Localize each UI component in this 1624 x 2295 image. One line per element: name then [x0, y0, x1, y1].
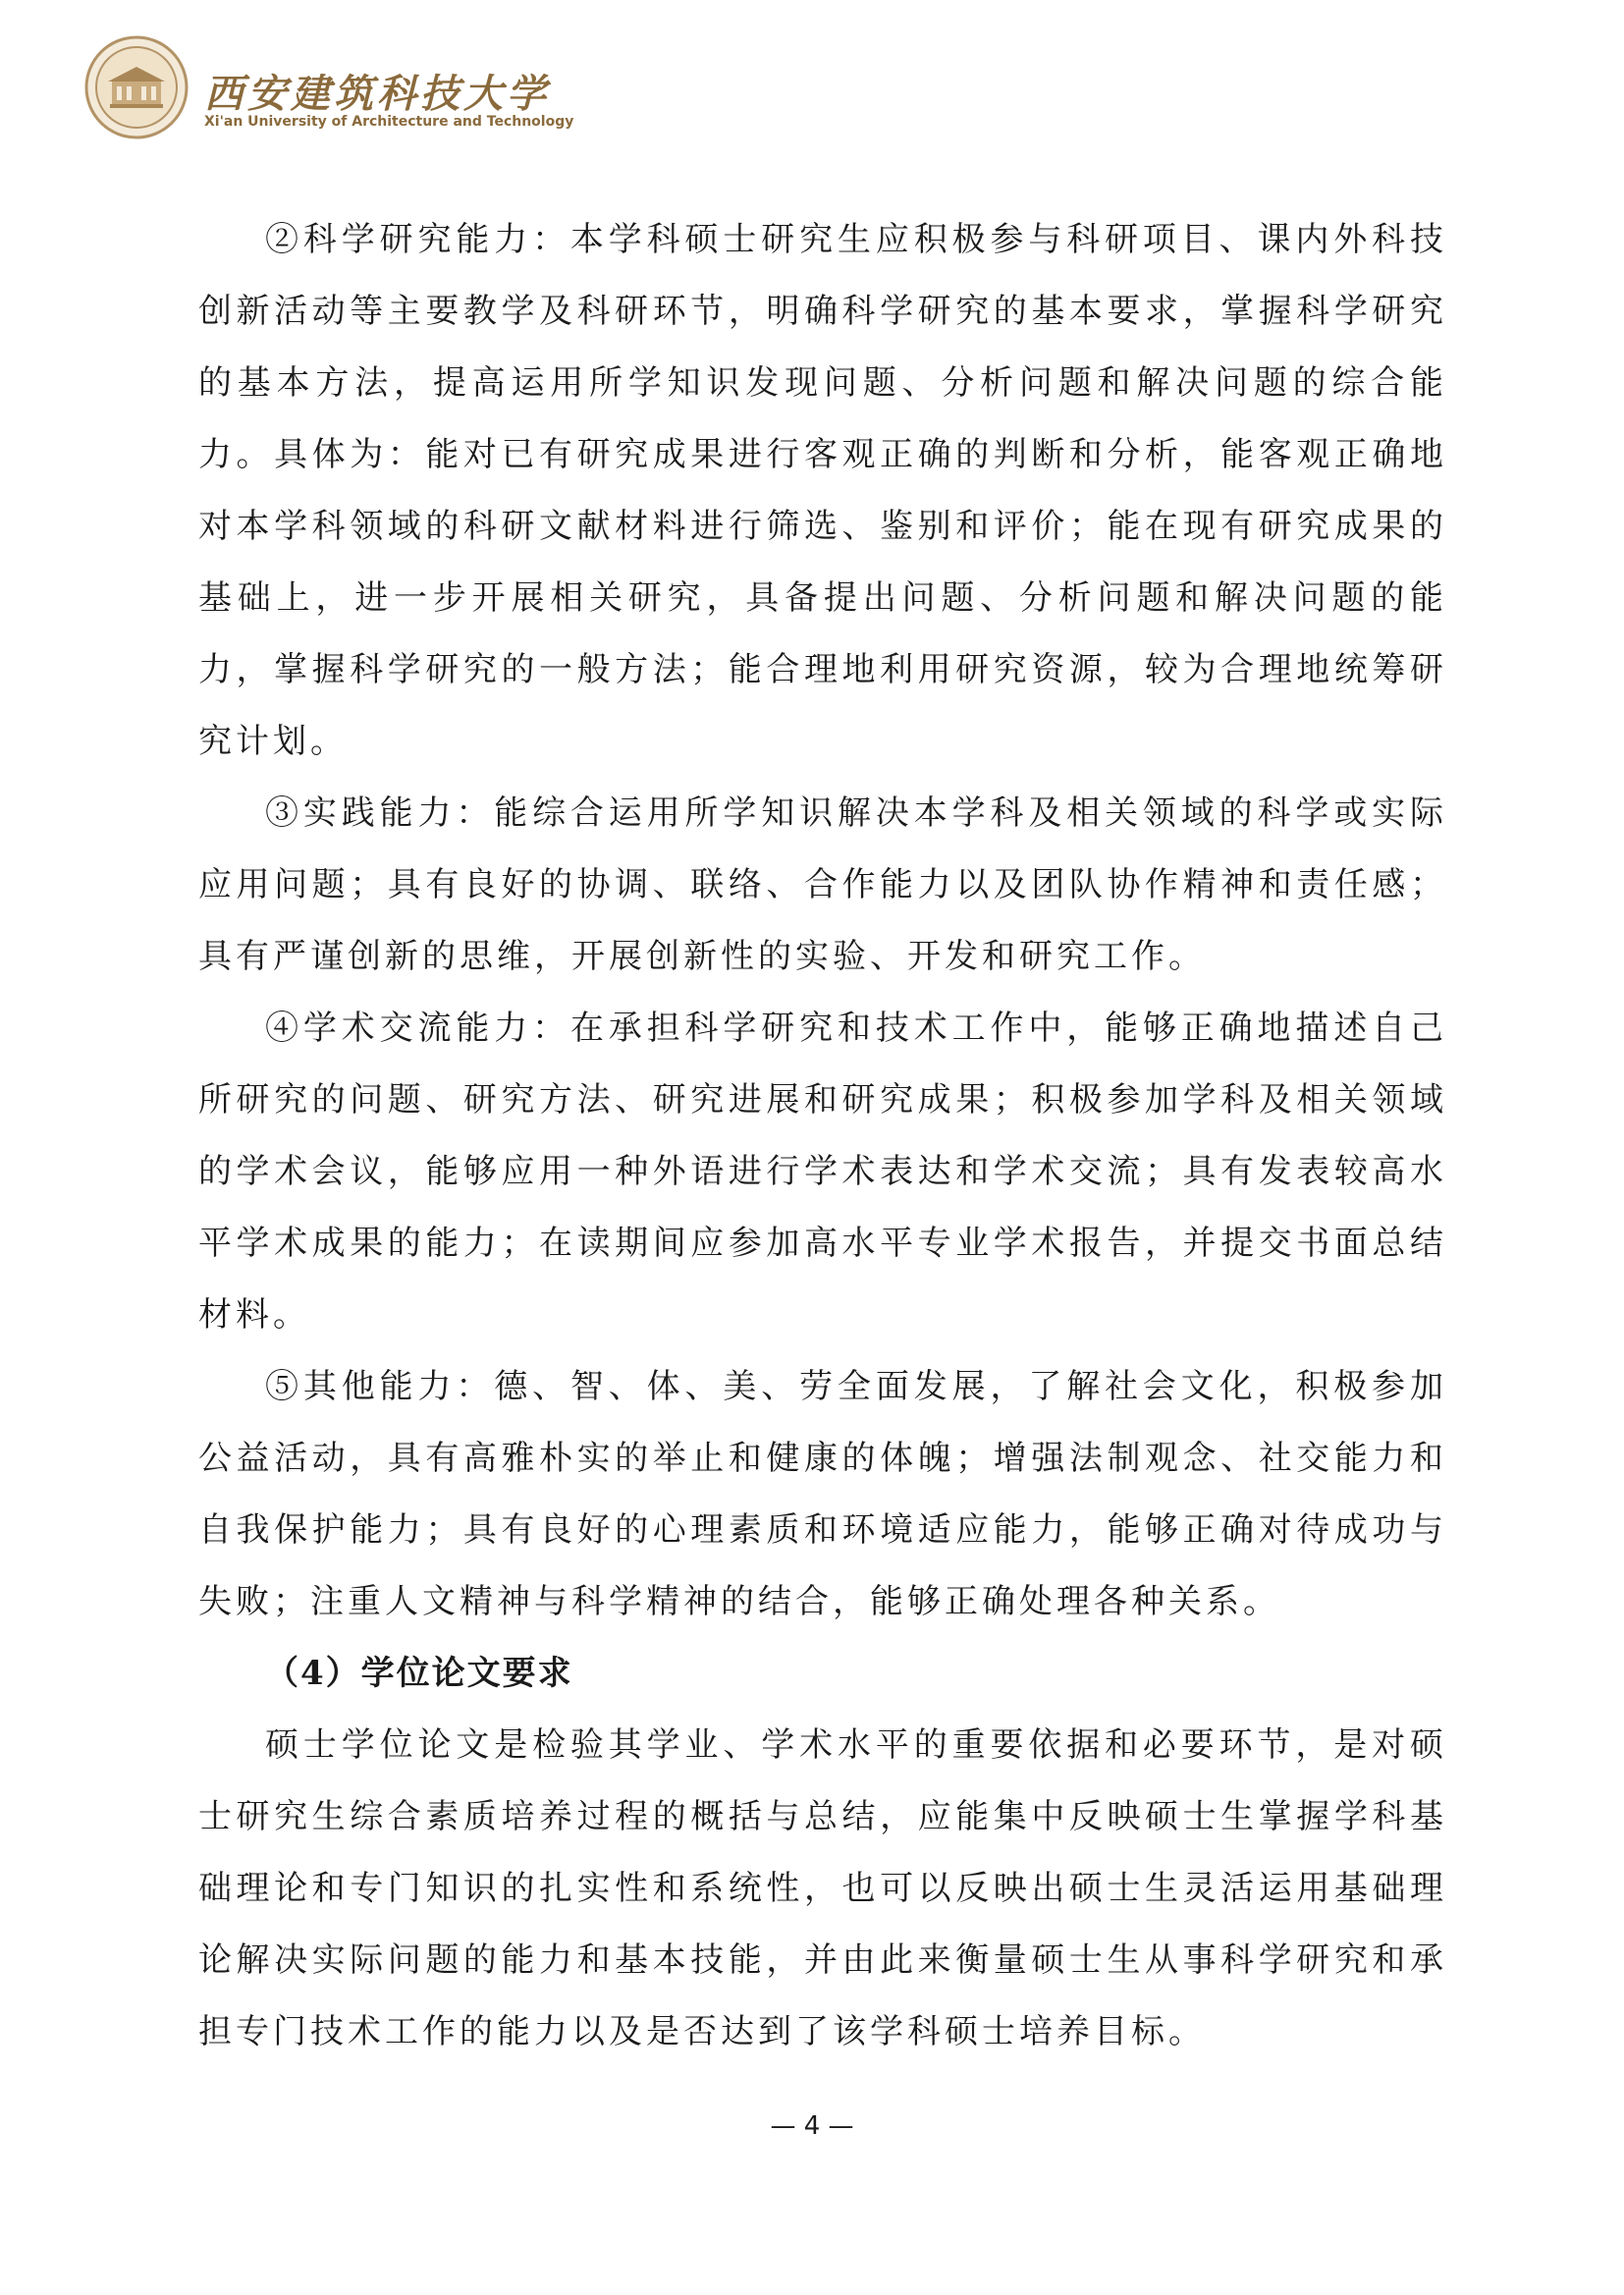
- page-header: [84, 29, 634, 157]
- university-seal-icon: [84, 35, 189, 139]
- paragraph-research-ability: ②科学研究能力：本学科硕士研究生应积极参与科研项目、课内外科技创新活动等主要教学及科研环节，明确科学研究的基本要求，掌握科学研究的基本方法，提高运用所学知识发现问题、分析问题和解决问题的综合能力。具体为：能对已有研究成果进行客观正确的判断和分析，能客观正确地对本学科领域的科研文献材料进行筛选、鉴别和评价；能在现有研究成果的基础上，进一步开展相关研究，具备提出问题、分析问题和解决问题的能力，掌握科学研究的一般方法；能合理地利用研究资源，较为合理地统筹研究计划。: [198, 220, 1447, 761]
- paragraph-practice-ability: ③实践能力：能综合运用所学知识解决本学科及相关领域的科学或实际应用问题；具有良好的协调、联络、合作能力以及团队协作精神和责任感；具有严谨创新的思维，开展创新性的实验、开发和研究工作。: [198, 793, 1447, 976]
- paragraph-other-abilities: ⑤其他能力：德、智、体、美、劳全面发展，了解社会文化，积极参加公益活动，具有高雅朴实的举止和健康的体魄；增强法制观念、社交能力和自我保护能力；具有良好的心理素质和环境适应能力，能够正确对待成功与失败；注重人文精神与科学精神的结合，能够正确处理各种关系。: [198, 1367, 1447, 1621]
- school-name-chinese: 西安建筑科技大学: [204, 71, 550, 117]
- school-name-english: Xi'an University of Architecture and Technology: [204, 114, 574, 130]
- paragraph-thesis-requirements: 硕士学位论文是检验其学业、学术水平的重要依据和必要环节，是对硕士研究生综合素质培养过程的概括与总结，应能集中反映硕士生掌握学科基础理论和专门知识的扎实性和系统性，也可以反映出硕士生灵活运用基础理论解决实际问题的能力和基本技能，并由此来衡量硕士生从事科学研究和承担专门技术工作的能力以及是否达到了该学科硕士培养目标。: [198, 1725, 1447, 2051]
- section-heading-thesis-requirements: （4）学位论文要求: [265, 1654, 573, 1693]
- paragraph-academic-exchange-ability: ④学术交流能力：在承担科学研究和技术工作中，能够正确地描述自己所研究的问题、研究方法、研究进展和研究成果；积极参加学科及相关领域的学术会议，能够应用一种外语进行学术表达和学术交流；具有发表较高水平学术成果的能力；在读期间应参加高水平专业学术报告，并提交书面总结材料。: [198, 1009, 1447, 1335]
- document-body: [198, 204, 1447, 2068]
- page-number: — 4 —: [770, 2111, 854, 2141]
